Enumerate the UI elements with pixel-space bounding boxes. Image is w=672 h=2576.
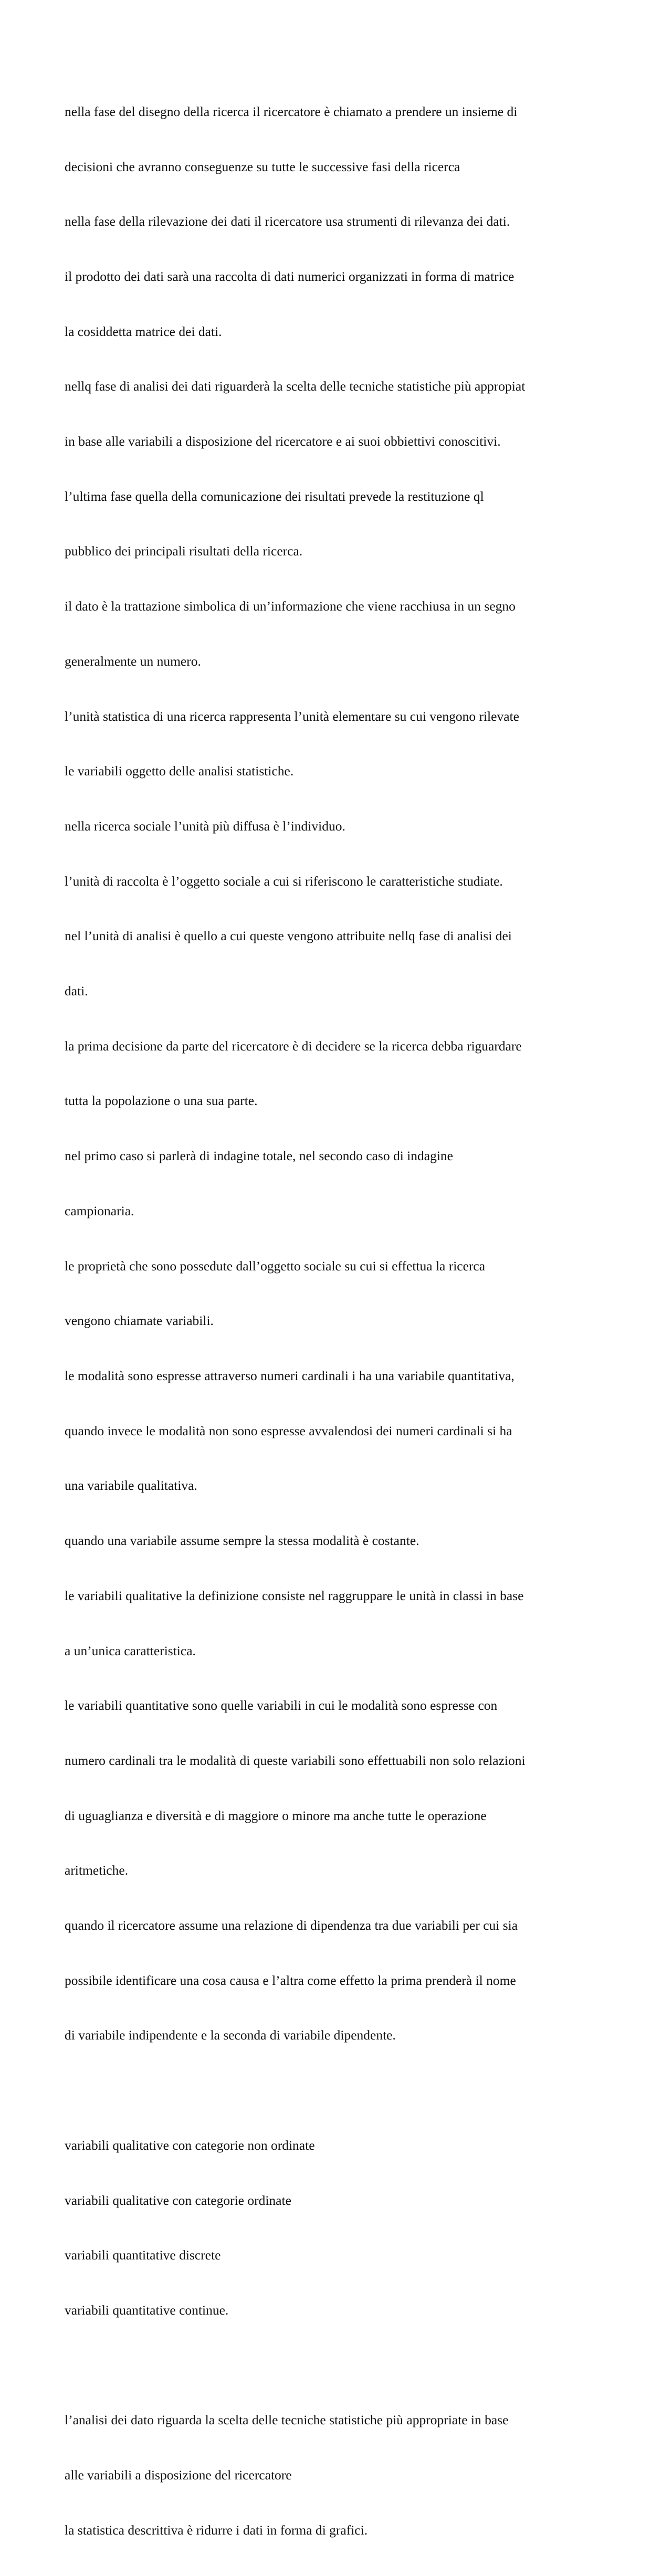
text-line: di uguaglianza e diversità e di maggiore o minore ma anche tutte le operazione bbox=[65, 1807, 487, 1823]
text-line: di variabile indipendente e la seconda di variabile dipendente. bbox=[65, 2027, 396, 2043]
text-line: decisioni che avranno conseguenze su tutte le successive fasi della ricerca bbox=[65, 159, 460, 174]
document-body bbox=[65, 66, 632, 2576]
text-line: campionaria. bbox=[65, 1203, 134, 1218]
text-line: nel l’unità di analisi è quello a cui queste vengono attribuite nellq fase di analisi dei bbox=[65, 928, 512, 944]
text-line: nellq fase di analisi dei dati riguarderà la scelta delle tecniche statistiche più appropiat bbox=[65, 378, 526, 394]
text-line: l’analisi dei dato riguarda la scelta delle tecniche statistiche più appropriate in base bbox=[65, 2412, 509, 2428]
text-line: quando una variabile assume sempre la stessa modalità è costante. bbox=[65, 1533, 419, 1549]
text-line: a un’unica caratteristica. bbox=[65, 1643, 196, 1658]
text-line: pubblico dei principali risultati della ricerca. bbox=[65, 543, 303, 559]
blank-line bbox=[65, 2357, 632, 2375]
text-line: quando il ricercatore assume una relazione di dipendenza tra due variabili per cui sia bbox=[65, 1918, 518, 1933]
text-line: l’ultima fase quella della comunicazione dei risultati prevede la restituzione ql bbox=[65, 488, 484, 504]
text-line: quando invece le modalità non sono espresse avvalendosi dei numeri cardinali si ha bbox=[65, 1423, 512, 1438]
text-line: le variabili qualitative la definizione consiste nel raggruppare le unità in classi in base bbox=[65, 1587, 524, 1603]
text-line: l’unità di raccolta è l’oggetto sociale a cui si riferiscono le caratteristiche studiate. bbox=[65, 873, 503, 889]
text-line: in base alle variabili a disposizione del ricercatore e ai suoi obbiettivi conoscitivi. bbox=[65, 434, 501, 449]
text-line: il dato è la trattazione simbolica di un’informazione che viene racchiusa in un segno bbox=[65, 598, 516, 614]
text-line: la statistica descrittiva è ridurre i dati in forma di grafici. bbox=[65, 2522, 368, 2538]
text-line: le proprietà che sono possedute dall’oggetto sociale su cui si effettua la ricerca bbox=[65, 1258, 486, 1274]
blank-line bbox=[65, 2081, 632, 2100]
text-line: la prima decisione da parte del ricercatore è di decidere se la ricerca debba riguardare bbox=[65, 1038, 522, 1054]
text-line: numero cardinali tra le modalità di queste variabili sono effettuabili non solo relazioni bbox=[65, 1752, 526, 1768]
text-line: nel primo caso si parlerà di indagine totale, nel secondo caso di indagine bbox=[65, 1148, 453, 1164]
text-line: una variabile qualitativa. bbox=[65, 1478, 197, 1494]
text-line: generalmente un numero. bbox=[65, 653, 201, 669]
list-item: variabili qualitative con categorie non ordinate bbox=[65, 2137, 315, 2153]
text-line: vengono chiamate variabili. bbox=[65, 1313, 214, 1329]
text-line: alle variabili a disposizione del ricercatore bbox=[65, 2467, 292, 2483]
text-line: aritmetiche. bbox=[65, 1863, 129, 1878]
text-line: possibile identificare una cosa causa e l’altra come effetto la prima prenderà il nome bbox=[65, 1972, 516, 1988]
text-line: l’unità statistica di una ricerca rappresenta l’unità elementare su cui vengono rilevate bbox=[65, 708, 519, 724]
text-line: nella ricerca sociale l’unità più diffusa è l’individuo. bbox=[65, 818, 345, 834]
text-line: tutta la popolazione o una sua parte. bbox=[65, 1093, 258, 1109]
list-item: variabili qualitative con categorie ordinate bbox=[65, 2192, 291, 2208]
text-line: nella fase del disegno della ricerca il ricercatore è chiamato a prendere un insieme di bbox=[65, 103, 518, 119]
text-line: nella fase della rilevazione dei dati il ricercatore usa strumenti di rilevanza dei dati. bbox=[65, 214, 510, 229]
text-line: il prodotto dei dati sarà una raccolta di dati numerici organizzati in forma di matrice bbox=[65, 268, 514, 284]
text-line: le modalità sono espresse attraverso numeri cardinali i ha una variabile quantitativa, bbox=[65, 1368, 514, 1383]
list-item: variabili quantitative continue. bbox=[65, 2302, 229, 2318]
text-line: le variabili oggetto delle analisi statistiche. bbox=[65, 763, 294, 779]
text-line: la cosiddetta matrice dei dati. bbox=[65, 323, 222, 339]
text-line: le variabili quantitative sono quelle variabili in cui le modalità sono espresse con bbox=[65, 1698, 498, 1713]
text-line: dati. bbox=[65, 983, 88, 999]
list-item: variabili quantitative discrete bbox=[65, 2247, 221, 2263]
